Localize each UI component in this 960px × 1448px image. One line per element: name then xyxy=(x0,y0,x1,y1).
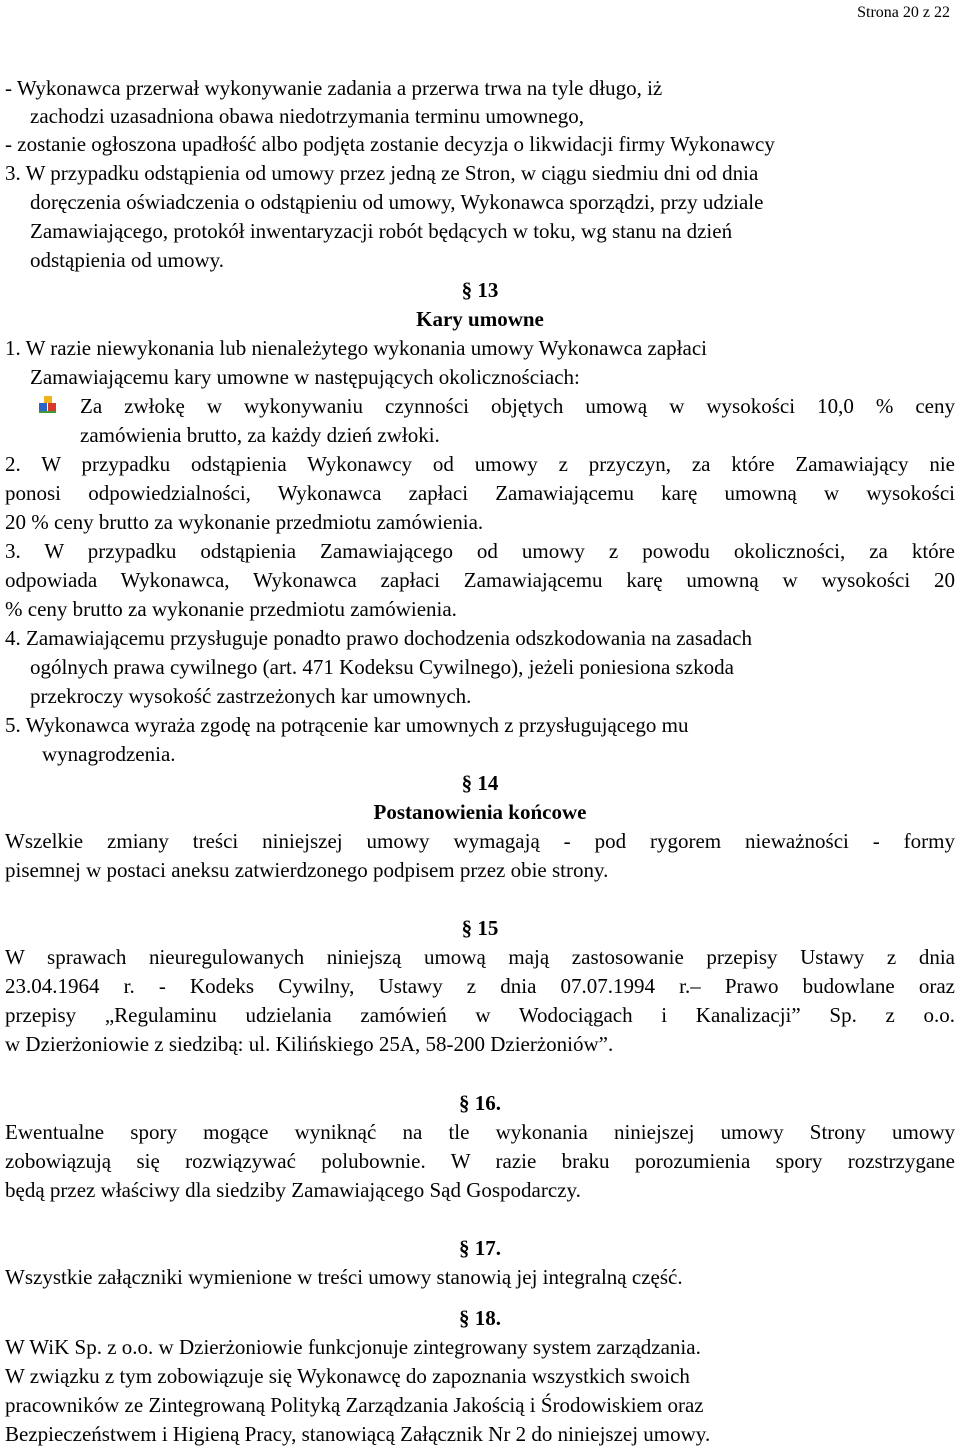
text-line: % ceny brutto za wykonanie przedmiotu zamówienia. xyxy=(5,597,457,621)
text-line: W sprawach nieuregulowanych niniejszą umową mają zastosowanie przepisy Ustawy z dnia xyxy=(5,945,955,969)
text-line: Wszelkie zmiany treści niniejszej umowy wymagają - pod rygorem nieważności - formy xyxy=(5,829,955,853)
section-16-heading: § 16. xyxy=(459,1091,501,1115)
text-line: - zostanie ogłoszona upadłość albo podjęta zostanie decyzja o likwidacji firmy Wykonawcy xyxy=(5,132,775,156)
text-line: pisemnej w postaci aneksu zatwierdzonego podpisem przez obie strony. xyxy=(5,858,609,882)
text-line: Ewentualne spory mogące wyniknąć na tle wykonania niniejszej umowy Strony umowy xyxy=(5,1120,955,1144)
text-line: ponosi odpowiedzialności, Wykonawca zapłaci Zamawiającemu karę umowną w wysokości xyxy=(5,481,955,505)
text-line: przekroczy wysokość zastrzeżonych kar umownych. xyxy=(30,684,472,708)
text-line: zobowiązują się rozwiązywać polubownie. W razie braku porozumienia spory rozstrzygane xyxy=(5,1149,955,1173)
text-line: Zamawiającego, protokół inwentaryzacji robót będących w toku, wg stanu na dzień xyxy=(30,219,733,243)
text-line: odpowiada Wykonawca, Wykonawca zapłaci Zamawiającemu karę umowną w wysokości 20 xyxy=(5,568,955,592)
text-line: - Wykonawca przerwał wykonywanie zadania a przerwa trwa na tyle długo, iż xyxy=(5,76,663,100)
section-15-heading: § 15 xyxy=(461,916,499,940)
text-line: W związku z tym zobowiązuje się Wykonawcę do zapoznania wszystkich swoich xyxy=(5,1364,690,1388)
text-line: wynagrodzenia. xyxy=(42,742,176,766)
section-13-title: Kary umowne xyxy=(416,307,544,331)
text-line: doręczenia oświadczenia o odstąpieniu od umowy, Wykonawca sporządzi, przy udziale xyxy=(30,190,764,214)
bullet-icon xyxy=(37,393,59,415)
section-13-heading: § 13 xyxy=(461,278,499,302)
text-line: 1. W razie niewykonania lub nienależytego wykonania umowy Wykonawca zapłaci xyxy=(5,336,707,360)
text-line: w Dzierżoniowie z siedzibą: ul. Kilińskiego 25A, 58-200 Dzierżoniów”. xyxy=(5,1032,614,1056)
text-line: zachodzi uzasadniona obawa niedotrzymania terminu umownego, xyxy=(30,104,584,128)
text-line: pracowników ze Zintegrowaną Polityką Zarządzania Jakością i Środowiskiem oraz xyxy=(5,1393,704,1417)
text-line: W WiK Sp. z o.o. w Dzierżoniowie funkcjonuje zintegrowany system zarządzania. xyxy=(5,1335,701,1359)
text-line: będą przez właściwy dla siedziby Zamawiającego Sąd Gospodarczy. xyxy=(5,1178,581,1202)
section-18-heading: § 18. xyxy=(459,1306,501,1330)
text-line: odstąpienia od umowy. xyxy=(30,248,225,272)
text-line: Zamawiającemu kary umowne w następujących okolicznościach: xyxy=(30,365,580,389)
text-line: 4. Zamawiającemu przysługuje ponadto prawo dochodzenia odszkodowania na zasadach xyxy=(5,626,752,650)
section-17-heading: § 17. xyxy=(459,1236,501,1260)
page-header: Strona 20 z 22 xyxy=(857,4,950,21)
section-14-heading: § 14 xyxy=(461,771,499,795)
text-line: Bezpieczeństwem i Higieną Pracy, stanowiącą Załącznik Nr 2 do niniejszej umowy. xyxy=(5,1422,711,1446)
text-line: Wszystkie załączniki wymienione w treści umowy stanowią jej integralną część. xyxy=(5,1265,683,1289)
text-line: zamówienia brutto, za każdy dzień zwłoki. xyxy=(80,423,440,447)
text-line: 3. W przypadku odstąpienia od umowy przez jedną ze Stron, w ciągu siedmiu dni od dnia xyxy=(5,161,759,185)
text-line: ogólnych prawa cywilnego (art. 471 Kodeksu Cywilnego), jeżeli poniesiona szkoda xyxy=(30,655,734,679)
text-line: przepisy „Regulaminu udzielania zamówień w Wodociągach i Kanalizacji” Sp. z o.o. xyxy=(5,1003,955,1027)
text-line: 3. W przypadku odstąpienia Zamawiającego od umowy z powodu okoliczności, za które xyxy=(5,539,955,563)
text-line: 23.04.1964 r. - Kodeks Cywilny, Ustawy z dnia 07.07.1994 r.– Prawo budowlane oraz xyxy=(5,974,955,998)
section-14-title: Postanowienia końcowe xyxy=(373,800,587,824)
text-line: 2. W przypadku odstąpienia Wykonawcy od umowy z przyczyn, za które Zamawiający nie xyxy=(5,452,955,476)
text-line: Za zwłokę w wykonywaniu czynności objętych umową w wysokości 10,0 % ceny xyxy=(80,394,955,418)
text-line: 20 % ceny brutto za wykonanie przedmiotu zamówienia. xyxy=(5,510,484,534)
text-line: 5. Wykonawca wyraża zgodę na potrącenie kar umownych z przysługującego mu xyxy=(5,713,689,737)
